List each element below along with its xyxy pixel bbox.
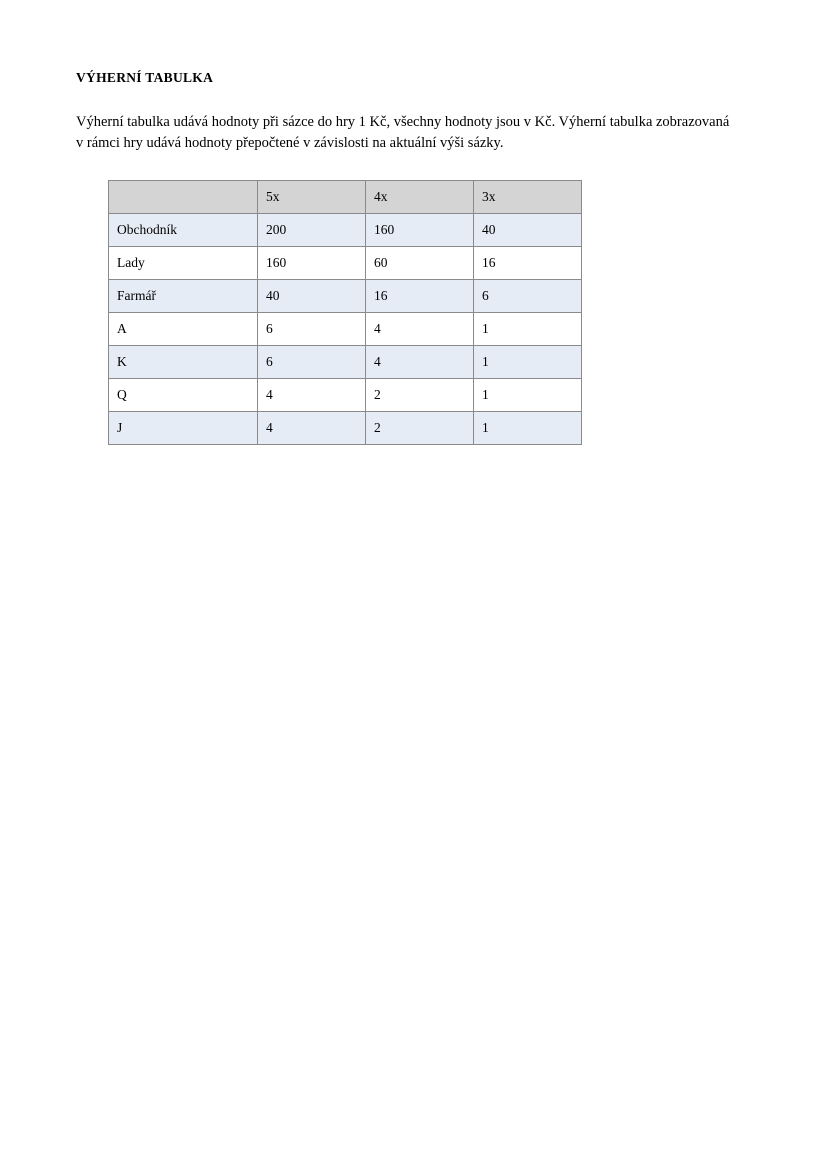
cell-5x: 4 [258, 412, 366, 445]
table-row [109, 379, 582, 412]
paytable [108, 180, 582, 445]
cell-4x: 16 [366, 280, 474, 313]
table-row [109, 280, 582, 313]
cell-3x: 1 [474, 379, 582, 412]
cell-3x: 1 [474, 346, 582, 379]
cell-3x: 1 [474, 412, 582, 445]
cell-3x: 1 [474, 313, 582, 346]
cell-symbol: K [109, 346, 258, 379]
cell-4x: 2 [366, 379, 474, 412]
cell-5x: 4 [258, 379, 366, 412]
cell-4x: 4 [366, 346, 474, 379]
column-header-4x: 4x [366, 181, 474, 214]
table-row [109, 214, 582, 247]
page-title: VÝHERNÍ TABULKA [76, 70, 214, 85]
cell-3x: 40 [474, 214, 582, 247]
cell-symbol: A [109, 313, 258, 346]
column-header-symbol [109, 181, 258, 214]
table-row [109, 346, 582, 379]
paytable-header [109, 181, 582, 214]
table-row [109, 412, 582, 445]
cell-4x: 60 [366, 247, 474, 280]
document-content [76, 70, 748, 445]
cell-5x: 6 [258, 346, 366, 379]
cell-5x: 200 [258, 214, 366, 247]
cell-symbol: J [109, 412, 258, 445]
cell-3x: 6 [474, 280, 582, 313]
intro-paragraph: Výherní tabulka udává hodnoty při sázce do hry 1 Kč, všechny hodnoty jsou v Kč. Výherní tabulka zobrazovaná v rámci hry udává hodnoty přepočtené v závislosti na aktuální výši sázky. [76, 114, 730, 152]
table-header-row [109, 181, 582, 214]
cell-5x: 160 [258, 247, 366, 280]
paytable-body [109, 214, 582, 445]
table-row [109, 247, 582, 280]
cell-5x: 40 [258, 280, 366, 313]
cell-4x: 2 [366, 412, 474, 445]
table-row [109, 313, 582, 346]
column-header-3x: 3x [474, 181, 582, 214]
cell-symbol: Lady [109, 247, 258, 280]
cell-symbol: Q [109, 379, 258, 412]
cell-3x: 16 [474, 247, 582, 280]
cell-4x: 4 [366, 313, 474, 346]
cell-symbol: Obchodník [109, 214, 258, 247]
cell-5x: 6 [258, 313, 366, 346]
cell-4x: 160 [366, 214, 474, 247]
cell-symbol: Farmář [109, 280, 258, 313]
column-header-5x: 5x [258, 181, 366, 214]
